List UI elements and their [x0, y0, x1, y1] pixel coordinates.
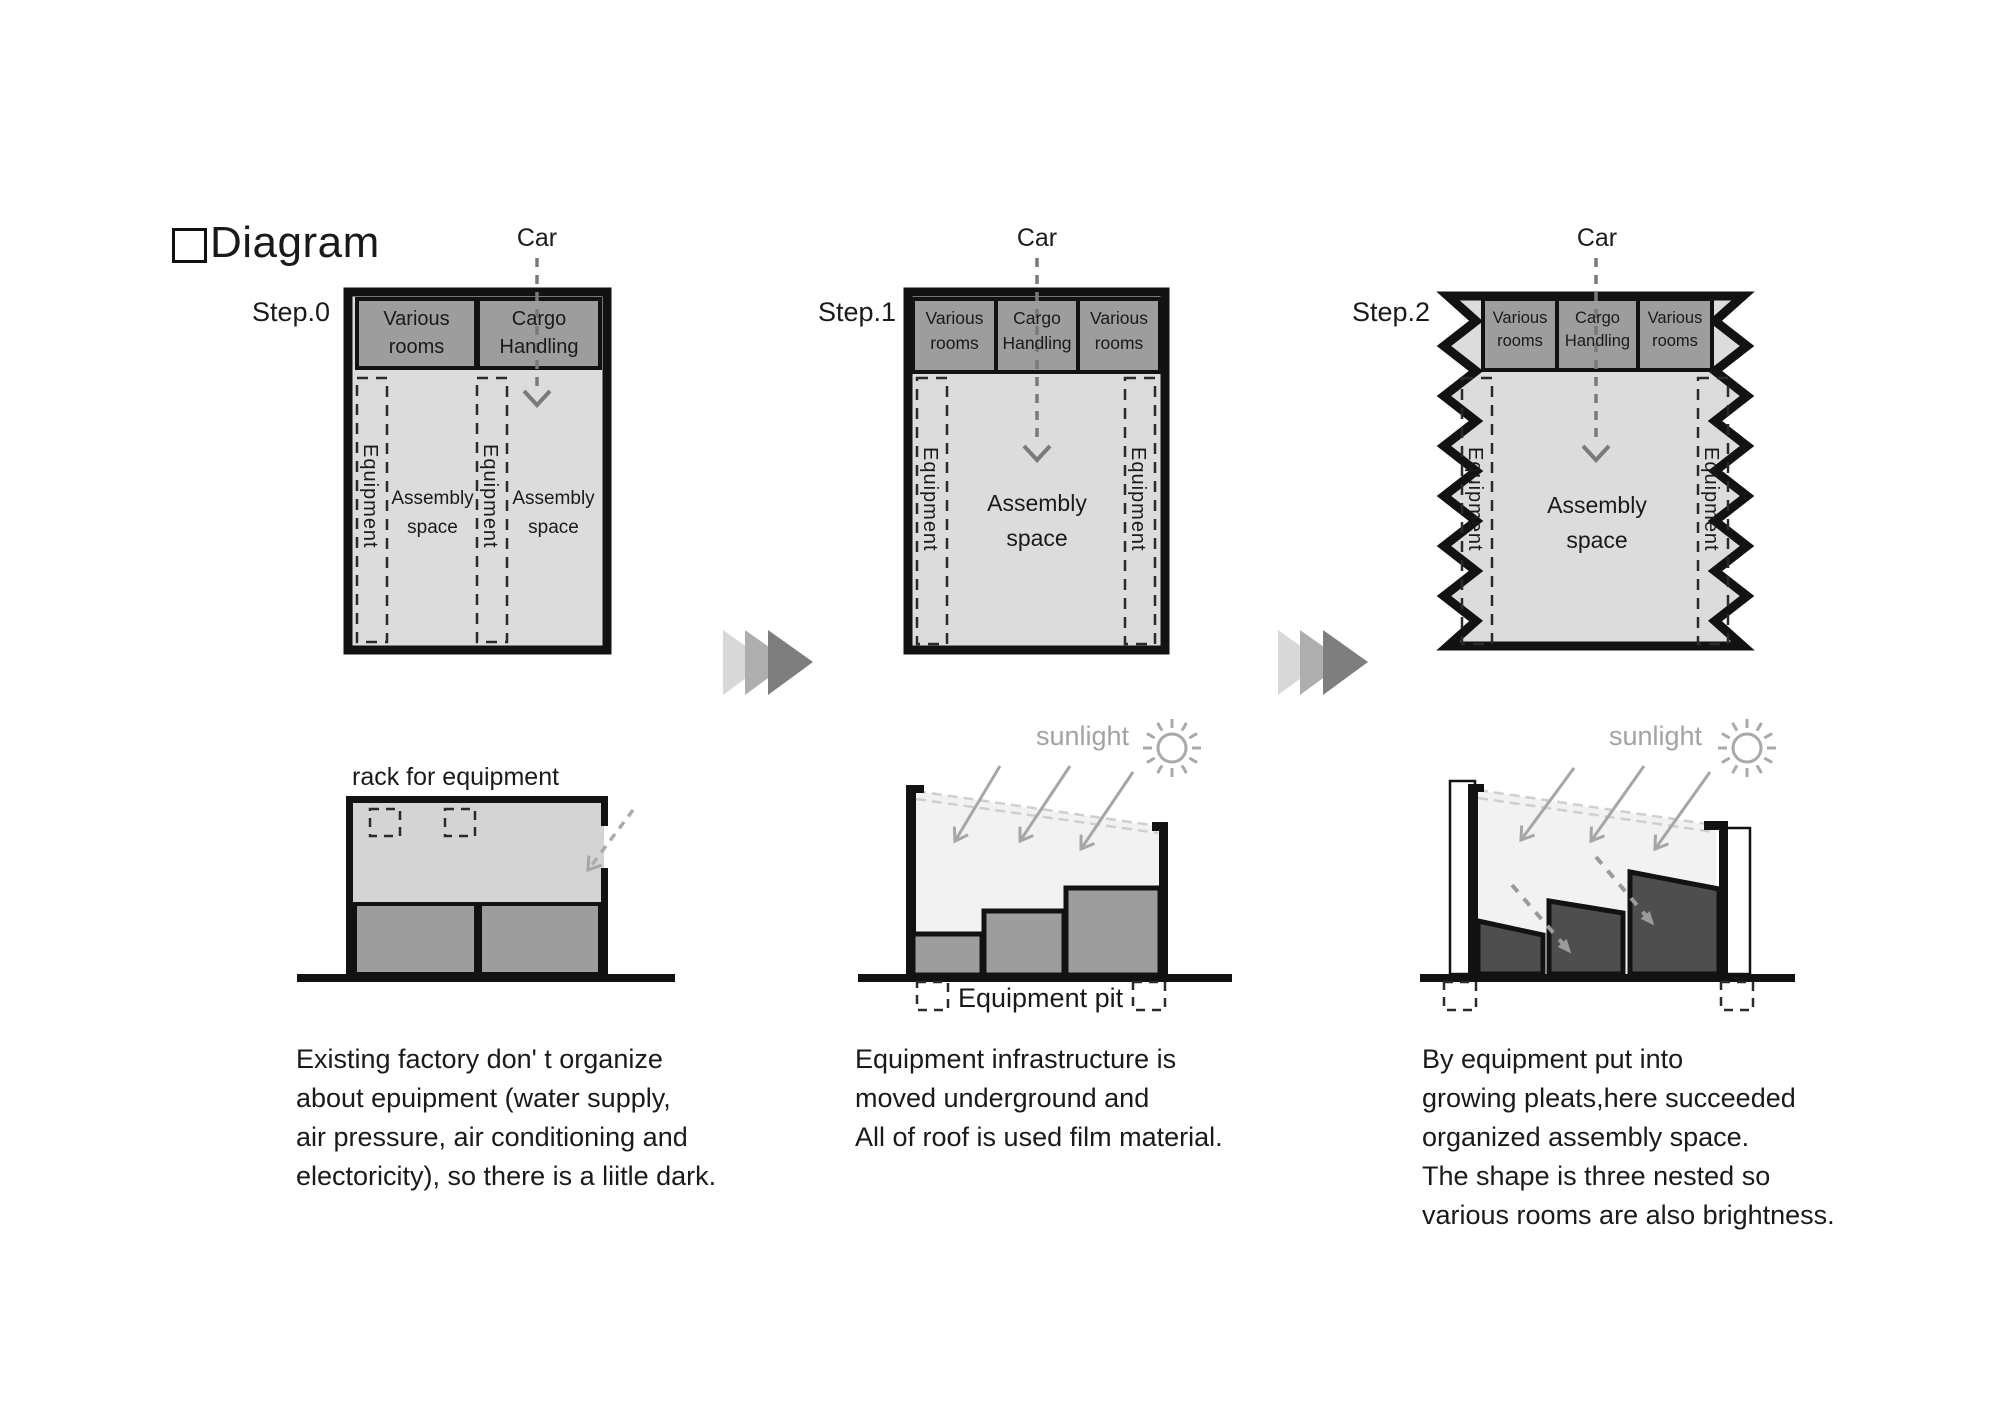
pit-box — [1444, 982, 1476, 1010]
equipment-label: Equipment — [1127, 447, 1149, 552]
section-step1 — [858, 719, 1232, 1010]
caption-step0 — [296, 1040, 716, 1196]
triangle-dark — [768, 630, 813, 695]
caption-step1 — [855, 1040, 1223, 1157]
ground-line — [297, 974, 675, 982]
pleat-block — [1549, 901, 1623, 974]
equipment-step-block — [913, 934, 982, 975]
car-label-step2: Car — [1576, 224, 1618, 252]
sunlight-label: sunlight — [1609, 721, 1703, 751]
left-wall — [346, 796, 353, 978]
step0-label: Step.0 — [252, 297, 331, 327]
machine-block — [480, 904, 600, 974]
machine-block — [355, 904, 476, 974]
page-title: Diagram — [210, 218, 380, 267]
ground-line — [858, 974, 1232, 982]
rack-for-equipment-label: rack for equipment — [352, 763, 560, 791]
assembly-space-label: Assembly space — [1547, 492, 1647, 553]
right-wall-upper — [601, 796, 608, 826]
equipment-pit-label: Equipment pit — [958, 983, 1124, 1013]
header-cell-label: Cargo Handling — [1002, 308, 1072, 353]
checkbox-square-icon — [172, 228, 207, 263]
assembly-space-label: Assembly space — [391, 488, 474, 538]
caption-line: air pressure, air conditioning and — [296, 1122, 688, 1152]
header-cell-label: Various rooms — [925, 308, 984, 353]
caption-line: All of roof is used film material. — [855, 1122, 1223, 1152]
caption-line: moved underground and — [855, 1083, 1150, 1113]
caption-line: By equipment put into — [1422, 1044, 1684, 1074]
caption-line: various rooms are also brightness. — [1422, 1200, 1835, 1230]
assembly-space-label: Assembly space — [512, 488, 595, 538]
header-cell-label: Cargo Handling — [1564, 309, 1631, 351]
sunlight-label: sunlight — [1036, 721, 1130, 751]
car-label-step1: Car — [1016, 224, 1058, 252]
step2-label: Step.2 — [1352, 297, 1431, 327]
equipment-label: Equipment — [919, 447, 941, 552]
hall-interior — [352, 801, 604, 904]
caption-step2 — [1422, 1040, 1835, 1235]
pit-box — [917, 982, 948, 1010]
header-cell-label: Various rooms — [1089, 308, 1149, 353]
section-step2 — [1420, 719, 1795, 1010]
sun-icon — [1718, 719, 1776, 777]
caption-line: The shape is three nested so — [1422, 1161, 1771, 1191]
sun-icon — [1143, 719, 1201, 777]
caption-line: organized assembly space. — [1422, 1122, 1750, 1152]
caption-line: electoricity), so there is a liitle dark. — [296, 1161, 717, 1191]
equipment-step-block — [1066, 888, 1160, 975]
triangle-dark — [1323, 630, 1368, 695]
car-label-step0: Car — [516, 224, 558, 252]
roof-wall — [346, 796, 608, 803]
equipment-label: Equipment — [479, 444, 501, 549]
header-cell-label: Cargo Handling — [499, 308, 579, 358]
right-wall-lower — [601, 868, 608, 978]
pit-box — [1133, 982, 1165, 1010]
caption-line: Equipment infrastructure is — [855, 1044, 1177, 1074]
header-cell-label: Various rooms — [1647, 309, 1703, 351]
equipment-step-block — [984, 911, 1064, 975]
equipment-label: Equipment — [359, 444, 381, 549]
caption-line: about epuipment (water supply, — [296, 1083, 671, 1113]
assembly-space-label: Assembly space — [987, 490, 1087, 551]
step1-label: Step.1 — [818, 297, 897, 327]
transition-arrows-1 — [723, 630, 813, 695]
pleat-block — [1630, 872, 1719, 974]
caption-line: Existing factory don' t organize — [296, 1044, 663, 1074]
equipment-label: Equipment — [1464, 447, 1486, 552]
section-step0 — [297, 796, 675, 982]
equipment-label: Equipment — [1700, 447, 1722, 552]
pit-box — [1721, 982, 1753, 1010]
header-cell-label: Various rooms — [383, 308, 450, 358]
transition-arrows-2 — [1278, 630, 1368, 695]
header-cell-label: Various rooms — [1492, 309, 1548, 351]
caption-line: growing pleats,here succeeded — [1422, 1083, 1796, 1113]
